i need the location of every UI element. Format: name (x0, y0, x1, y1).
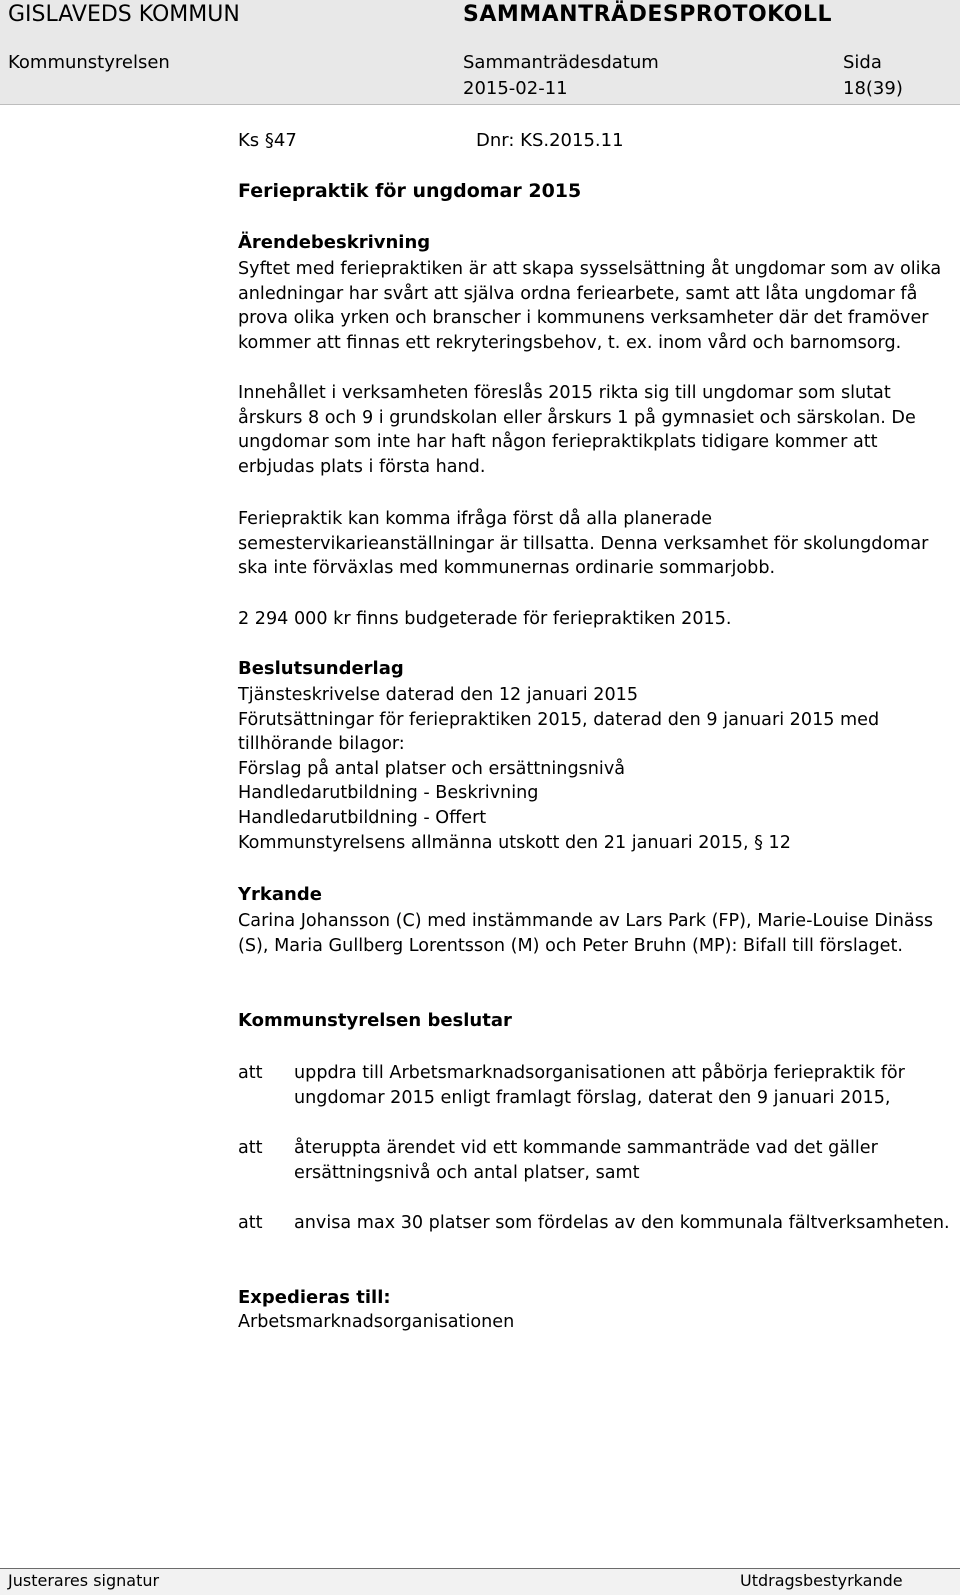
signature-footer (0, 1568, 960, 1595)
text-line: anvisa max 30 platser som fördelas av den kommunala fältverksamheten. (294, 1213, 950, 1233)
list-item: Förslag på antal platser och ersättningsnivå (238, 758, 626, 779)
yrkande-heading: Yrkande (238, 884, 322, 905)
text-line: erbjudas plats i första hand. (238, 456, 486, 477)
utdragsbestyrkande-label: Utdragsbestyrkande (740, 1571, 903, 1590)
att-keyword: att (238, 1213, 263, 1233)
body-name: Kommunstyrelsen (8, 52, 170, 73)
case-title: Feriepraktik för ungdomar 2015 (238, 180, 582, 202)
arende-paragraph-1 (238, 257, 950, 355)
text-line: prova olika yrken och branscher i kommunens verksamheter där det framöver (238, 308, 929, 329)
text-line: uppdra till Arbetsmarknadsorganisationen att påbörja feriepraktik för (294, 1063, 905, 1083)
text-line: anledningar har svårt att själva ordna feriearbete, samt att låta ungdomar få (238, 283, 918, 304)
yrkande-text (238, 909, 950, 958)
date-value: 2015-02-11 (463, 78, 568, 99)
text-line: (S), Maria Gullberg Lorentsson (M) och Peter Bruhn (MP): Bifall till förslaget. (238, 935, 903, 956)
expedieras-heading: Expedieras till: (238, 1287, 391, 1308)
arende-heading: Ärendebeskrivning (238, 232, 431, 253)
text-line: ungdomar 2015 enligt framlagt förslag, daterat den 9 januari 2015, (294, 1087, 891, 1108)
list-item: Tjänsteskrivelse daterad den 12 januari 2015 (238, 685, 639, 705)
page-value: 18(39) (843, 78, 903, 99)
text-line: semestervikarieanställningar är tillsatta. Denna verksamhet för skolungdomar (238, 533, 929, 554)
organization-name: GISLAVEDS KOMMUN (8, 2, 240, 27)
arende-paragraph-4 (238, 607, 950, 632)
underlag-list (238, 683, 950, 855)
beslut-heading: Kommunstyrelsen beslutar (238, 1010, 512, 1031)
text-line: ska inte förväxlas med kommunernas ordinarie sommarjobb. (238, 558, 776, 579)
document-type: SAMMANTRÄDESPROTOKOLL (463, 2, 832, 27)
page-label: Sida (843, 52, 882, 73)
justerares-signatur-label: Justerares signatur (8, 1571, 160, 1590)
arende-paragraph-2 (238, 381, 950, 479)
expedieras-recipient: Arbetsmarknadsorganisationen (238, 1312, 515, 1332)
list-item: Förutsättningar för feriepraktiken 2015, daterad den 9 januari 2015 med (238, 709, 880, 730)
text-line: årskurs 8 och 9 i grundskolan eller årskurs 1 på gymnasiet och särskolan. De (238, 407, 916, 428)
underlag-heading: Beslutsunderlag (238, 658, 404, 679)
list-item: Kommunstyrelsens allmänna utskott den 21 januari 2015, § 12 (238, 832, 791, 853)
list-item: Handledarutbildning - Offert (238, 807, 487, 828)
text-line: Feriepraktik kan komma ifråga först då alla planerade (238, 509, 713, 529)
case-number: Ks §47 (238, 130, 297, 151)
case-dnr: Dnr: KS.2015.11 (476, 130, 624, 151)
att-keyword: att (238, 1063, 263, 1083)
document-header (0, 0, 960, 44)
text-line: ungdomar som inte har haft någon feriepraktikplats tidigare kommer att (238, 432, 878, 453)
date-label: Sammanträdesdatum (463, 52, 659, 73)
text-line: 2 294 000 kr finns budgeterade för feriepraktiken 2015. (238, 609, 732, 629)
att-keyword: att (238, 1138, 263, 1158)
text-line: Syftet med feriepraktiken är att skapa sysselsättning åt ungdomar som av olika (238, 259, 942, 279)
list-item: Handledarutbildning - Beskrivning (238, 783, 539, 804)
list-item: tillhörande bilagor: (238, 734, 405, 755)
text-line: återuppta ärendet vid ett kommande sammanträde vad det gäller (294, 1138, 878, 1158)
text-line: Carina Johansson (C) med instämmande av Lars Park (FP), Marie-Louise Dinäss (238, 911, 934, 931)
arende-paragraph-3 (238, 507, 950, 581)
text-line: ersättningsnivå och antal platser, samt (294, 1162, 640, 1183)
text-line: kommer att finnas ett rekryteringsbehov, t. ex. inom vård och barnomsorg. (238, 332, 902, 353)
text-line: Innehållet i verksamheten föreslås 2015 rikta sig till ungdomar som slutat (238, 383, 891, 403)
document-meta (0, 44, 960, 105)
